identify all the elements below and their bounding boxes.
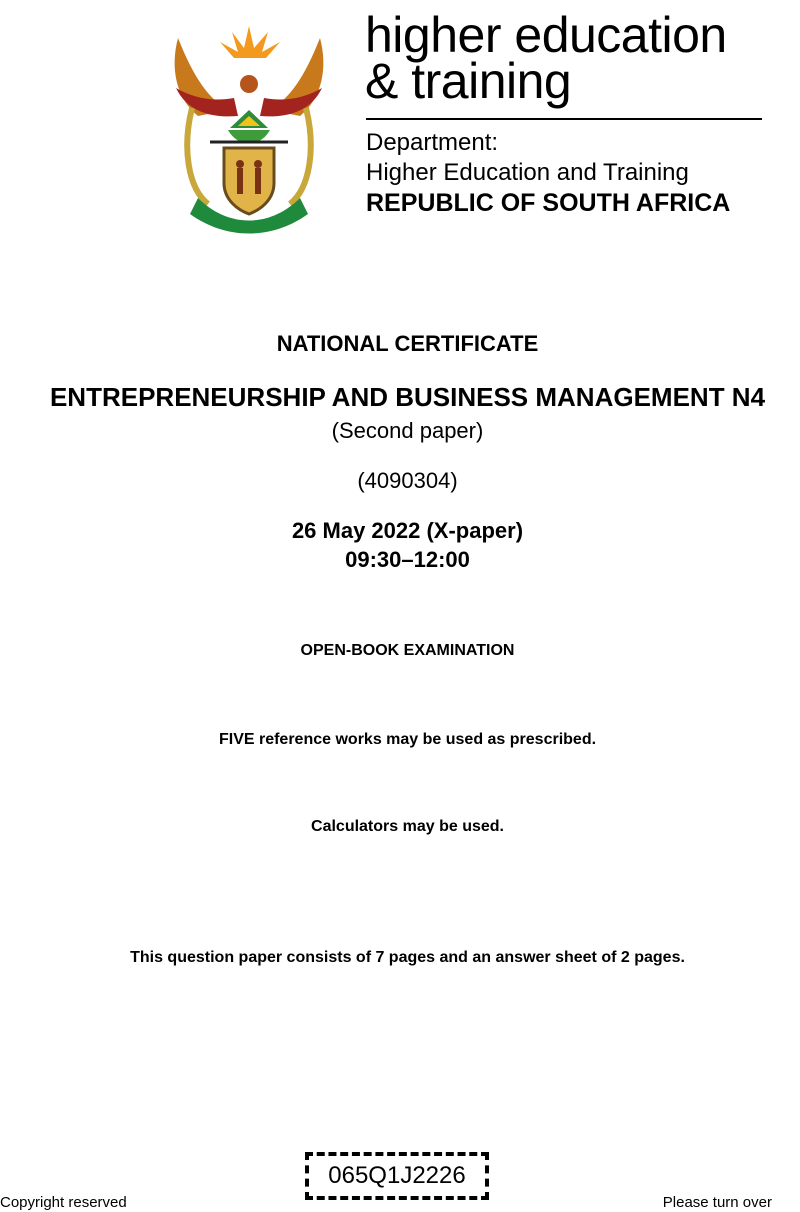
reference-instruction: FIVE reference works may be used as prescribed. [218, 731, 597, 748]
exam-date: 26 May 2022 (X-paper) [291, 518, 524, 543]
coat-of-arms-logo [168, 18, 330, 236]
subject-title: ENTREPRENEURSHIP AND BUSINESS MANAGEMENT N4 [49, 382, 766, 412]
brand-wordmark [365, 7, 727, 109]
page-count: This question paper consists of 7 pages and an answer sheet of 2 pages. [130, 949, 685, 966]
exam-type: OPEN-BOOK EXAMINATION [300, 642, 515, 659]
calculator-instruction: Calculators may be used. [311, 818, 504, 835]
header-divider [366, 118, 762, 120]
department-name: Higher Education and Training [366, 159, 689, 186]
brand-line-1: higher education [365, 7, 727, 63]
department-label: Department: [366, 129, 499, 156]
certificate-title: NATIONAL CERTIFICATE [276, 331, 539, 356]
paper-code-box: 065Q1J2226 [305, 1152, 489, 1200]
department-block [366, 128, 730, 218]
copyright-notice: Copyright reserved [0, 1194, 127, 1211]
subject-code: (4090304) [357, 468, 458, 493]
turn-over-notice: Please turn over [662, 1194, 772, 1211]
country-name: REPUBLIC OF SOUTH AFRICA [366, 189, 731, 217]
paper-label: (Second paper) [331, 418, 484, 443]
brand-line-2: & training [365, 53, 572, 109]
exam-time: 09:30–12:00 [345, 547, 470, 572]
